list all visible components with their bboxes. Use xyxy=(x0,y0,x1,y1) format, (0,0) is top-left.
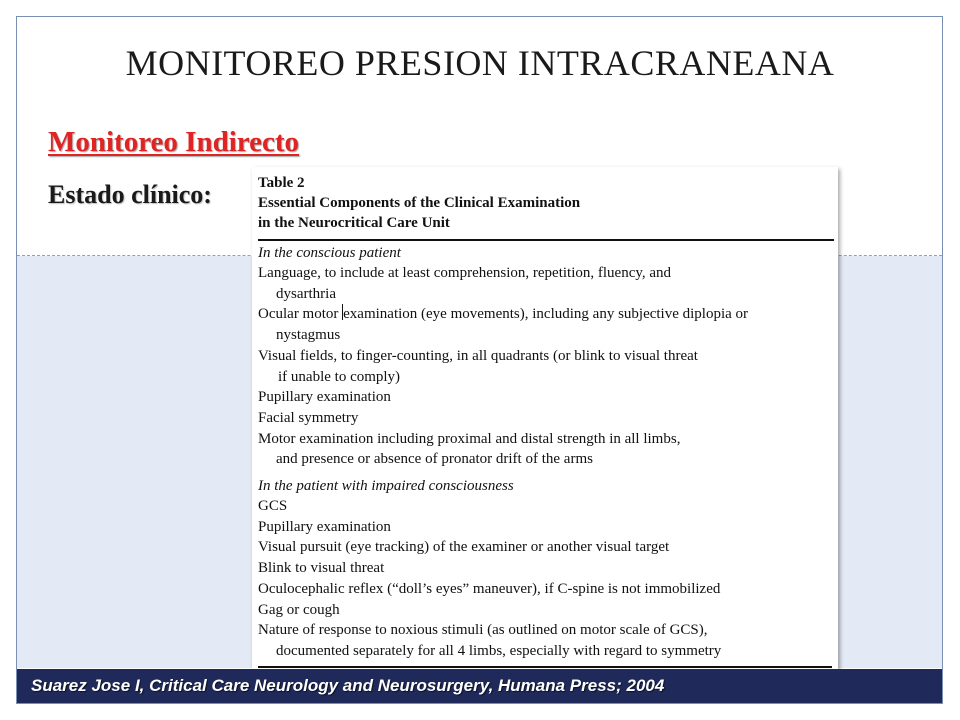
section-header-impaired: In the patient with impaired consciousness xyxy=(258,478,514,495)
slide-title: MONITOREO PRESION INTRACRANEANA xyxy=(125,43,835,83)
citation-footer: Suarez Jose I, Critical Care Neurology and Neurosurgery, Humana Press; 2004 xyxy=(17,669,942,703)
table-row-continuation: if unable to comply) xyxy=(278,368,401,385)
table-heading-line-1: Essential Components of the Clinical Examination xyxy=(258,195,581,211)
row-text-start: Ocular motor xyxy=(258,306,343,323)
table-top-rule xyxy=(258,239,834,241)
table-bottom-rule xyxy=(258,666,832,668)
section-header-conscious: In the conscious patient xyxy=(258,245,401,261)
table-row: Oculocephalic reflex (“doll’s eyes” maneuver), if C-spine is not immobilized xyxy=(258,580,721,597)
table-row: Blink to visual threat xyxy=(258,560,385,577)
table-row: Visual fields, to finger-counting, in all quadrants (or blink to visual threat xyxy=(258,347,698,364)
table-row: Language, to include at least comprehension, repetition, fluency, and xyxy=(258,265,672,281)
table-row-continuation: documented separately for all 4 limbs, especially with regard to symmetry xyxy=(276,642,722,659)
table-row: Motor examination including proximal and distal strength in all limbs, xyxy=(258,430,681,447)
table-row: Visual pursuit (eye tracking) of the examiner or another visual target xyxy=(258,539,670,556)
table-row: Pupillary examination xyxy=(258,518,391,535)
table-row: Facial symmetry xyxy=(258,409,359,426)
table-row: Nature of response to noxious stimuli (as outlined on motor scale of GCS), xyxy=(258,622,708,639)
table-row: Pupillary examination xyxy=(258,389,391,406)
table-row-continuation: nystagmus xyxy=(276,327,341,344)
table-row-continuation: and presence or absence of pronator drift of the arms xyxy=(276,451,593,468)
clinical-exam-table xyxy=(252,167,838,670)
table-row xyxy=(258,304,832,325)
table-row: Gag or cough xyxy=(258,601,340,618)
table-row: GCS xyxy=(258,498,288,515)
clinical-state-label: Estado clínico: xyxy=(48,180,212,209)
table-row-continuation: dysarthria xyxy=(276,285,336,302)
slide-subtitle: Monitoreo Indirecto xyxy=(48,126,300,158)
table-label: Table 2 xyxy=(258,175,305,191)
table-heading-line-2: in the Neurocritical Care Unit xyxy=(258,215,450,231)
row-text-rest: examination (eye movements), including any subjective diplopia or xyxy=(343,306,749,323)
